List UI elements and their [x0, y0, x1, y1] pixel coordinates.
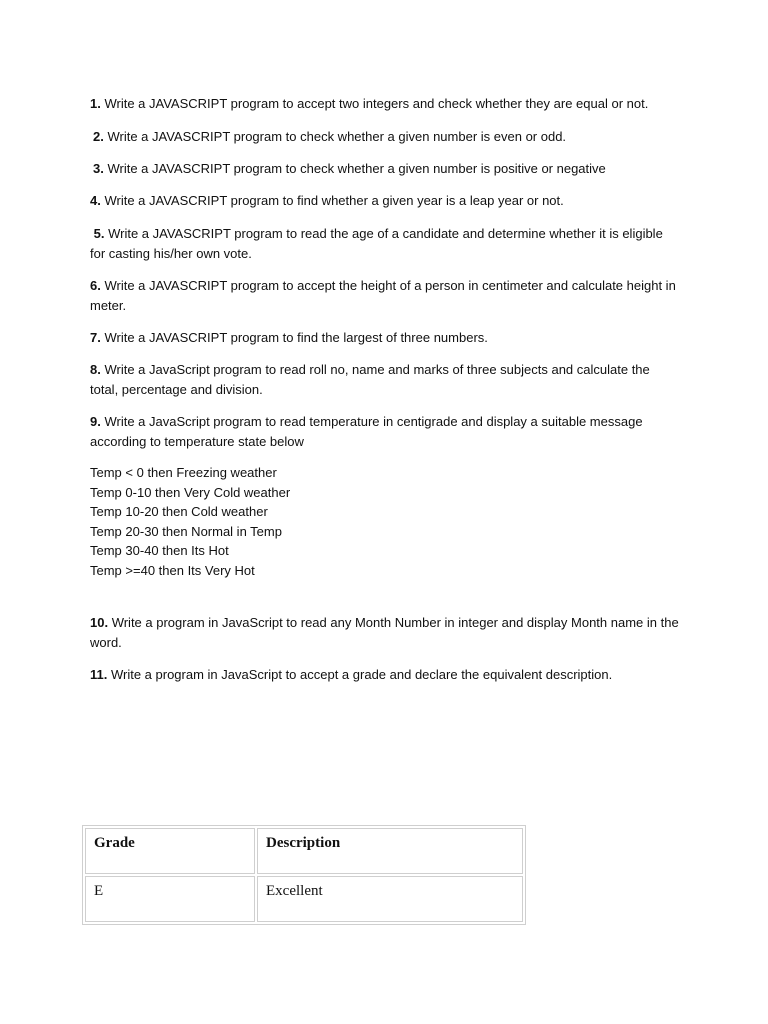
- question-text: Write a JAVASCRIPT program to find whether a given year is a leap year or not.: [100, 193, 564, 208]
- question-number: 9.: [90, 414, 101, 429]
- question-5: [90, 224, 680, 263]
- question-text: Write a program in JavaScript to accept a grade and declare the equivalent description.: [107, 667, 613, 682]
- temperature-state: Temp 0-10 then Very Cold weather: [90, 484, 291, 500]
- temperature-state: Temp 10-20 then Cold weather: [90, 504, 268, 520]
- question-2: [93, 127, 683, 147]
- temperature-state: Temp 20-30 then Normal in Temp: [90, 523, 282, 539]
- question-text: Write a JAVASCRIPT program to check whether a given number is even or odd.: [103, 129, 567, 144]
- question-number: 11.: [90, 667, 108, 682]
- table-header-row: [85, 828, 523, 874]
- question-number: 4.: [90, 193, 101, 208]
- temperature-state: Temp 30-40 then Its Hot: [90, 543, 229, 559]
- temperature-state: Temp < 0 then Freezing weather: [90, 465, 277, 480]
- question-number: 3.: [93, 161, 104, 176]
- question-number: 7.: [90, 330, 101, 345]
- table-row: [85, 876, 523, 922]
- question-text: Write a JavaScript program to read temperature in centigrade and display a suitable message according to temperature state below: [90, 414, 643, 449]
- question-text: Write a JAVASCRIPT program to find the largest of three numbers.: [100, 330, 488, 345]
- question-number: 6.: [90, 278, 101, 293]
- question-9: [90, 412, 680, 451]
- question-number: 5.: [93, 226, 105, 241]
- question-8: [90, 360, 680, 399]
- question-text: Write a JAVASCRIPT program to accept two integers and check whether they are equal or not.: [100, 96, 649, 111]
- question-text: Write a JAVASCRIPT program to accept the height of a person in centimeter and calculate height in meter.: [90, 278, 676, 313]
- question-10: [90, 613, 680, 652]
- question-4: [90, 191, 680, 211]
- question-number: 2.: [93, 129, 104, 144]
- question-text: Write a program in JavaScript to read any Month Number in integer and display Month name in the word.: [90, 615, 679, 650]
- question-text: Write a JavaScript program to read roll no, name and marks of three subjects and calculate the total, percentage and division.: [90, 362, 650, 397]
- question-number: 10.: [90, 615, 109, 630]
- question-1: [90, 94, 680, 114]
- question-text: Write a JAVASCRIPT program to check whether a given number is positive or negative: [103, 161, 606, 176]
- description-header: Description: [257, 828, 523, 874]
- question-11: [90, 665, 680, 685]
- question-7: [90, 328, 680, 348]
- temperature-state: Temp >=40 then Its Very Hot: [90, 562, 255, 578]
- grade-header: Grade: [85, 828, 255, 874]
- question-6: [90, 276, 680, 315]
- description-cell: Excellent: [257, 876, 523, 922]
- question-3: [93, 159, 683, 179]
- question-text: Write a JAVASCRIPT program to read the age of a candidate and determine whether it is eligible for casting his/her own vote.: [90, 226, 663, 261]
- temperature-states-list: [90, 463, 290, 581]
- question-number: 1.: [90, 96, 101, 111]
- grade-table: [82, 825, 526, 925]
- grade-cell: E: [85, 876, 255, 922]
- question-number: 8.: [90, 362, 101, 377]
